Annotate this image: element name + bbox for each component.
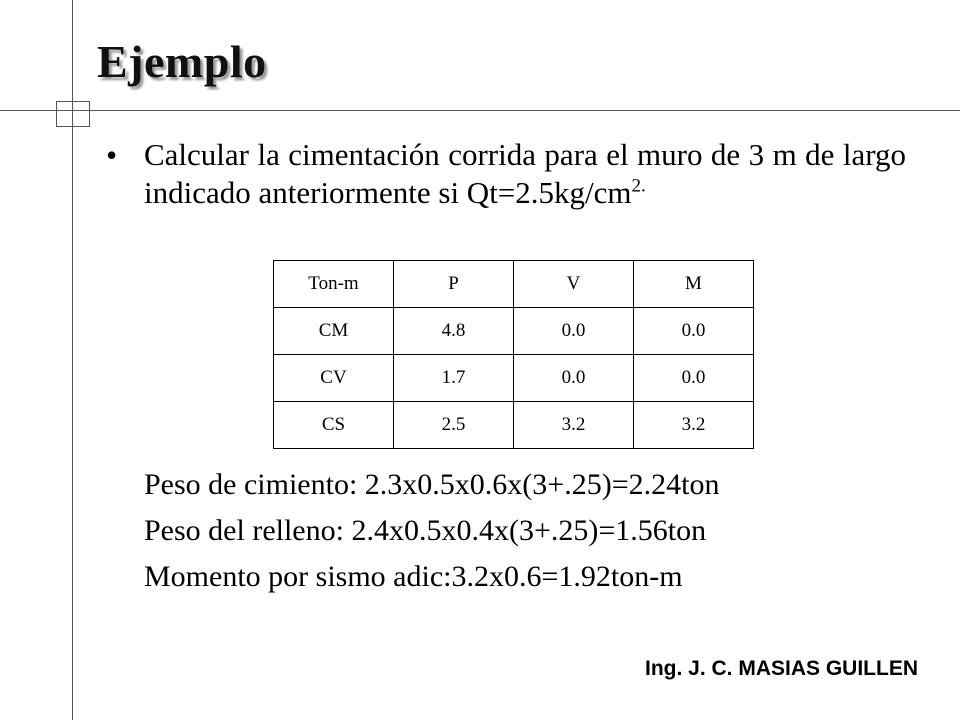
table-cell: CV — [274, 355, 394, 402]
table-cell: 4.8 — [394, 308, 514, 355]
bullet-text-main: Calcular la cimentación corrida para el muro de 3 m de largo indicado anteriormente si Qt=2.5kg/cm — [144, 137, 906, 210]
calculation-results — [144, 462, 719, 600]
bullet-item — [106, 136, 906, 212]
table-cell: 3.2 — [514, 402, 634, 449]
table-cell: 1.7 — [394, 355, 514, 402]
table-cell: 0.0 — [634, 355, 754, 402]
table-header-cell: M — [634, 261, 754, 308]
table-header-cell: P — [394, 261, 514, 308]
table-cell: CS — [274, 402, 394, 449]
table-row — [274, 308, 754, 355]
table-cell: 3.2 — [634, 402, 754, 449]
result-line-fill-weight: Peso del relleno: 2.4x0.5x0.4x(3+.25)=1.56ton — [144, 514, 707, 547]
table-row — [274, 402, 754, 449]
table-row — [274, 355, 754, 402]
loads-table — [273, 260, 754, 449]
result-line-seismic-moment: Momento por sismo adic:3.2x0.6=1.92ton-m — [144, 560, 683, 593]
table-cell: 2.5 — [394, 402, 514, 449]
table-cell: CM — [274, 308, 394, 355]
bullet-superscript: 2. — [631, 175, 646, 197]
bullet-text — [144, 136, 906, 212]
table-cell: 0.0 — [634, 308, 754, 355]
table-header-cell: Ton-m — [274, 261, 394, 308]
frame-horizontal-line — [0, 110, 960, 111]
author-credit: Ing. J. C. MASIAS GUILLEN — [644, 657, 918, 680]
result-line-foundation-weight: Peso de cimiento: 2.3x0.5x0.6x(3+.25)=2.24ton — [144, 468, 720, 501]
frame-corner-box — [56, 101, 90, 127]
table-header-row — [274, 261, 754, 308]
table-cell: 0.0 — [514, 355, 634, 402]
table-cell: 0.0 — [514, 308, 634, 355]
slide-title: Ejemplo — [97, 36, 267, 87]
bullet-dot-icon: • — [106, 137, 118, 173]
table-header-cell: V — [514, 261, 634, 308]
